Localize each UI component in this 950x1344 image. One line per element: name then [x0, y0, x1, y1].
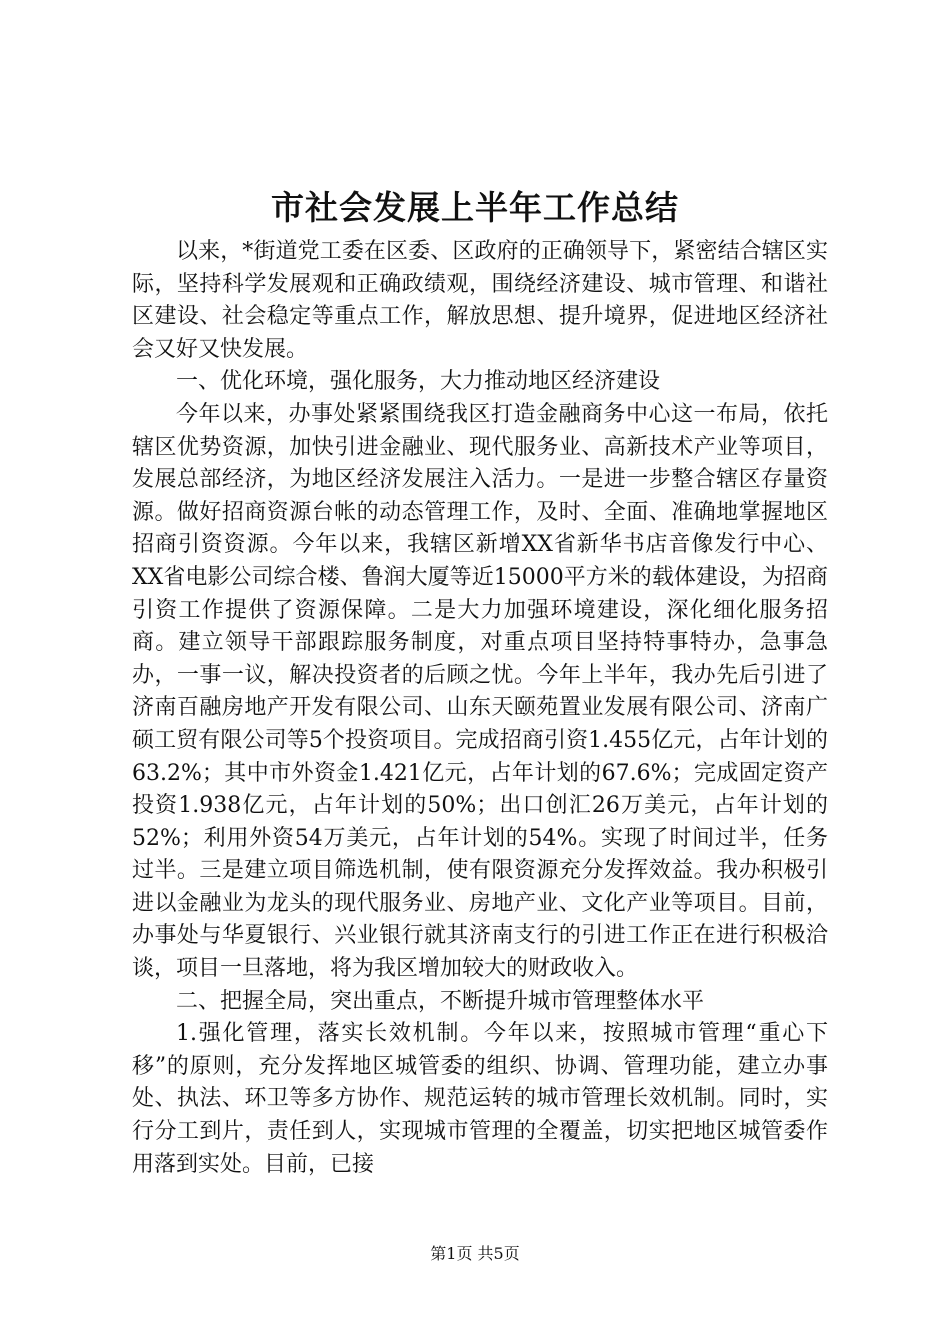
document-title: 市社会发展上半年工作总结: [271, 188, 679, 227]
paragraph-management: 1.强化管理，落实长效机制。今年以来，按照城市管理“重心下移”的原则，充分发挥地区城管委的组织、协调、管理功能，建立办事处、执法、环卫等多方协作、规范运转的城市管理长效机制。同时，实行分工到片，责任到人，实现城市管理的全覆盖，切实把地区城管委作用落到实处。目前，已接: [132, 1021, 828, 1177]
paragraph-intro: 以来，*街道党工委在区委、区政府的正确领导下，紧密结合辖区实际，坚持科学发展观和正确政绩观，围绕经济建设、城市管理、和谐社区建设、社会稳定等重点工作，解放思想、提升境界，促进地区经济社会又好又快发展。: [132, 239, 828, 362]
document-body: [132, 236, 828, 1181]
section-heading-1: 一、优化环境，强化服务，大力推动地区经济建设: [176, 369, 661, 395]
paragraph-economy: 今年以来，办事处紧紧围绕我区打造金融商务中心这一布局，依托辖区优势资源，加快引进金融业、现代服务业、高新技术产业等项目，发展总部经济，为地区经济发展注入活力。一是进一步整合辖区存量资源。做好招商资源台帐的动态管理工作，及时、全面、准确地掌握地区招商引资资源。今年以来，我辖区新增XX省新华书店音像发行中心、XX省电影公司综合楼、鲁润大厦等近15000平方米的载体建设，为招商引资工作提供了资源保障。二是大力加强环境建设，深化细化服务招商。建立领导干部跟踪服务制度，对重点项目坚持特事特办，急事急办，一事一议，解决投资者的后顾之忧。今年上半年，我办先后引进了济南百融房地产开发有限公司、山东天颐苑置业发展有限公司、济南广硕工贸有限公司等5个投资项目。完成招商引资1.455亿元，占年计划的63.2%；其中市外资金1.421亿元，占年计划的67.6%；完成固定资产投资1.938亿元，占年计划的50%；出口创汇26万美元，占年计划的52%；利用外资54万美元，占年计划的54%。实现了时间过半，任务过半。三是建立项目筛选机制，使有限资源充分发挥效益。我办积极引进以金融业为龙头的现代服务业、房地产业、文化产业等项目。目前，办事处与华夏银行、兴业银行就其济南支行的引进工作正在进行积极洽谈，项目一旦落地，将为我区增加较大的财政收入。: [132, 401, 828, 982]
page-number: 第1页 共5页: [430, 1244, 520, 1263]
section-heading-2: 二、把握全局，突出重点，不断提升城市管理整体水平: [176, 988, 705, 1014]
